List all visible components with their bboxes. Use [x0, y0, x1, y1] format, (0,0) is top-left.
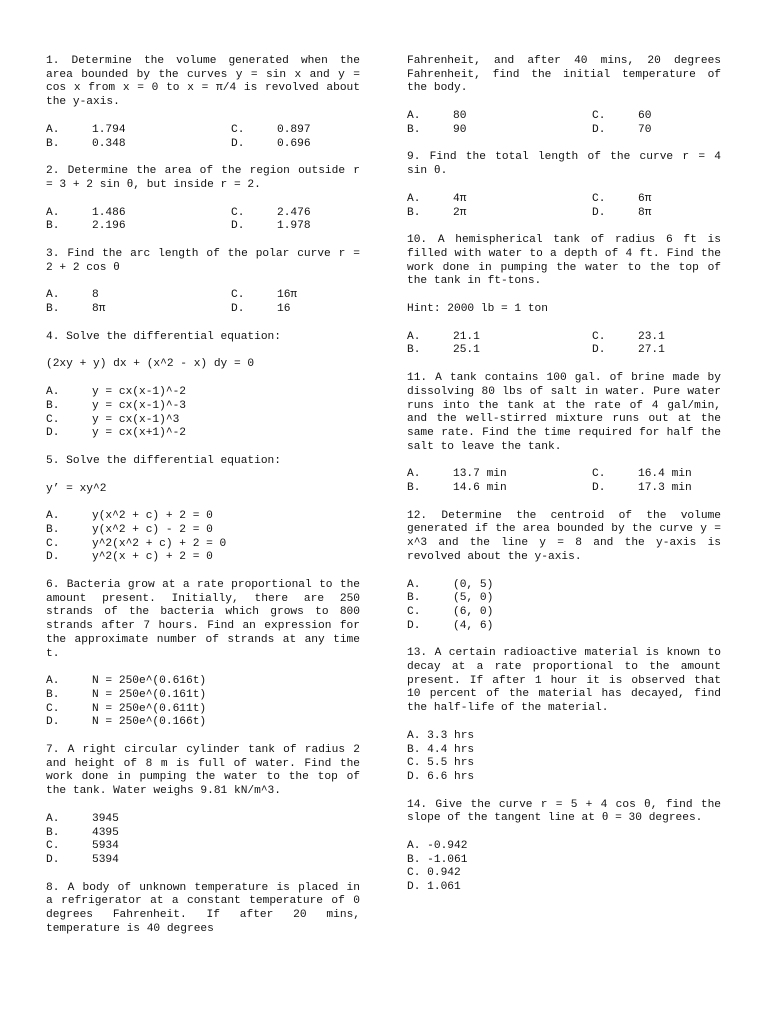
question-text: 12. Determine the centroid of the volume generated if the area bounded by the curve y = x^3 and the line y = 8 and the y-axis is revolved about the y-axis. — [407, 509, 721, 563]
answer-options — [407, 579, 721, 634]
answer-option — [46, 813, 360, 827]
question-block — [407, 799, 721, 895]
answer-option — [231, 220, 361, 234]
option-letter: B. — [46, 688, 60, 701]
answer-option — [46, 716, 360, 730]
question-block — [407, 510, 721, 634]
option-value: 2π — [453, 206, 467, 219]
question-block — [46, 55, 360, 151]
option-letter: C. — [592, 330, 606, 343]
answer-option — [46, 207, 231, 221]
option-letter: D. — [46, 551, 60, 564]
option-letter: C. — [592, 468, 606, 481]
question-equation: Hint: 2000 lb = 1 ton — [407, 303, 548, 316]
option-value: y(x^2 + c) - 2 = 0 — [92, 524, 213, 536]
answer-option — [46, 538, 360, 552]
option-value: 8π — [638, 206, 652, 219]
question-block — [46, 248, 360, 317]
option-letter: A. — [407, 468, 421, 481]
answer-options — [407, 468, 721, 495]
answer-option — [592, 193, 722, 207]
question-equation: y’ = xy^2 — [46, 482, 107, 495]
option-value: 4395 — [92, 826, 119, 839]
option-value: 16 — [277, 303, 291, 316]
option-letter: D. — [592, 344, 606, 357]
answer-option — [592, 110, 722, 124]
answer-option: B. 4.4 hrs — [407, 743, 475, 756]
option-letter: D. — [231, 303, 245, 316]
option-letter: A. — [46, 675, 60, 688]
answer-option — [46, 427, 360, 441]
answer-option — [46, 289, 231, 303]
option-letter: C. — [407, 605, 421, 618]
option-letter: A. — [407, 110, 421, 123]
question-text: 6. Bacteria grow at a rate proportional to the amount present. Initially, there are 250 strands of the bacteria which grows to 800 strands after 7 hours. Find an expression for the approximate number of strands at any time t. — [46, 579, 360, 660]
option-value: N = 250e^(0.161t) — [92, 688, 207, 701]
answer-option — [592, 207, 722, 221]
option-value: 8π — [92, 303, 106, 316]
option-letter: A. — [46, 386, 60, 399]
option-letter: D. — [592, 482, 606, 495]
answer-option: C. 0.942 — [407, 867, 461, 880]
option-value: 90 — [453, 123, 467, 136]
option-letter: A. — [46, 510, 60, 523]
option-value: (5, 0) — [453, 592, 494, 605]
answer-option — [231, 138, 361, 152]
option-letter: A. — [407, 330, 421, 343]
answer-option — [592, 468, 722, 482]
answer-option — [407, 331, 592, 345]
answer-option — [592, 124, 722, 138]
right-column — [407, 55, 721, 909]
option-value: 21.1 — [453, 330, 480, 343]
question-block — [407, 151, 721, 220]
option-letter: B. — [46, 220, 60, 233]
option-letter: D. — [231, 220, 245, 233]
question-text: 10. A hemispherical tank of radius 6 ft is filled with water to a depth of 4 ft. Find the work done in pumping the water to the top of the tank in ft-tons. — [407, 234, 721, 288]
answer-option: A. 3.3 hrs — [407, 729, 475, 742]
option-letter: B. — [46, 303, 60, 316]
answer-option — [407, 468, 592, 482]
option-letter: C. — [231, 289, 245, 302]
question-text: 11. A tank contains 100 gal. of brine made by dissolving 80 lbs of salt in water. Pure water runs into the tank at the rate of 4 gal/min, and the well-stirred mixture runs out at the same rate. Find the time required for half the salt to leave the tank. — [407, 372, 721, 453]
left-column — [46, 55, 360, 950]
option-letter: B. — [46, 826, 60, 839]
question-block — [46, 744, 360, 868]
option-value: 60 — [638, 110, 652, 123]
question-text: Fahrenheit, and after 40 mins, 20 degrees Fahrenheit, find the initial temperature of the body. — [407, 55, 721, 95]
option-value: y = cx(x-1)^-2 — [92, 386, 186, 399]
option-letter: C. — [46, 840, 60, 853]
option-letter: A. — [46, 123, 60, 136]
option-value: 1.486 — [92, 206, 126, 219]
answer-option: B. -1.061 — [407, 853, 468, 866]
answer-option — [46, 510, 360, 524]
answer-option — [46, 675, 360, 689]
option-letter: B. — [407, 482, 421, 495]
question-text: 2. Determine the area of the region outside r = 3 + 2 sin θ, but inside r = 2. — [46, 165, 360, 191]
option-letter: A. — [46, 289, 60, 302]
question-block — [46, 331, 360, 441]
answer-option — [231, 289, 361, 303]
option-letter: C. — [46, 537, 60, 550]
option-letter: A. — [46, 812, 60, 825]
option-value: (4, 6) — [453, 619, 494, 632]
option-letter: C. — [592, 192, 606, 205]
option-letter: B. — [407, 592, 421, 605]
answer-option — [46, 220, 231, 234]
option-letter: C. — [592, 110, 606, 123]
option-value: y = cx(x+1)^-2 — [92, 427, 186, 440]
answer-option — [46, 827, 360, 841]
question-text: 7. A right circular cylinder tank of radius 2 and height of 8 m is full of water. Find the work done in pumping the water to the top of the tank. Water weighs 9.81 kN/m^3. — [46, 744, 360, 798]
answer-option — [407, 579, 721, 593]
answer-option — [407, 592, 721, 606]
answer-option — [407, 110, 592, 124]
question-text: 5. Solve the differential equation: — [46, 454, 281, 467]
option-value: y = cx(x-1)^3 — [92, 413, 180, 426]
question-block — [407, 55, 721, 137]
answer-options — [407, 840, 721, 895]
option-value: (0, 5) — [453, 578, 494, 591]
option-value: N = 250e^(0.611t) — [92, 702, 207, 715]
answer-options — [407, 193, 721, 220]
answer-option — [46, 854, 360, 868]
option-letter: A. — [46, 206, 60, 219]
answer-option — [407, 124, 592, 138]
option-value: 16π — [277, 289, 298, 302]
answer-option — [46, 303, 231, 317]
option-letter: B. — [407, 123, 421, 136]
answer-option — [231, 124, 361, 138]
option-letter: A. — [407, 192, 421, 205]
option-letter: D. — [592, 206, 606, 219]
option-letter: C. — [46, 413, 60, 426]
answer-option — [407, 606, 721, 620]
option-letter: B. — [46, 137, 60, 150]
question-block — [407, 234, 721, 358]
option-value: y(x^2 + c) + 2 = 0 — [92, 510, 213, 523]
answer-option — [407, 620, 721, 634]
answer-option — [46, 138, 231, 152]
option-value: (6, 0) — [453, 605, 494, 618]
option-letter: C. — [46, 702, 60, 715]
answer-options — [46, 813, 360, 868]
question-block — [46, 579, 360, 730]
answer-options — [46, 510, 360, 565]
option-letter: B. — [407, 344, 421, 357]
answer-option — [46, 524, 360, 538]
option-value: y^2(x^2 + c) + 2 = 0 — [92, 537, 227, 550]
answer-option — [46, 551, 360, 565]
answer-option — [46, 386, 360, 400]
option-value: 13.7 min — [453, 468, 507, 481]
option-value: 14.6 min — [453, 482, 507, 495]
answer-option — [592, 344, 722, 358]
option-value: 6π — [638, 192, 652, 205]
question-block — [407, 647, 721, 784]
question-text: 1. Determine the volume generated when the area bounded by the curves y = sin x and y = cos x from x = 0 to x = π/4 is revolved about the y-axis. — [46, 55, 360, 109]
option-value: 5934 — [92, 840, 119, 853]
question-text: 8. A body of unknown temperature is placed in a refrigerator at a constant temperature of 0 degrees Fahrenheit. If after 20 mins, temperature is 40 degrees — [46, 881, 360, 935]
option-value: N = 250e^(0.616t) — [92, 675, 207, 688]
option-value: 3945 — [92, 812, 119, 825]
option-value: 5394 — [92, 853, 119, 866]
question-block — [407, 372, 721, 496]
option-value: y^2(x + c) + 2 = 0 — [92, 551, 213, 564]
answer-options — [407, 730, 721, 785]
option-value: 1.978 — [277, 220, 311, 233]
option-value: 8 — [92, 289, 99, 302]
answer-options — [46, 289, 360, 316]
answer-options — [46, 207, 360, 234]
option-value: 1.794 — [92, 123, 126, 136]
option-letter: B. — [46, 524, 60, 536]
answer-option — [231, 303, 361, 317]
answer-options — [46, 386, 360, 441]
answer-option — [407, 207, 592, 221]
option-value: 0.897 — [277, 123, 311, 136]
option-value: 27.1 — [638, 344, 665, 357]
option-letter: B. — [407, 206, 421, 219]
answer-option — [46, 124, 231, 138]
option-letter: D. — [407, 619, 421, 632]
option-value: 2.476 — [277, 206, 311, 219]
option-value: 0.348 — [92, 137, 126, 150]
option-value: y = cx(x-1)^-3 — [92, 399, 186, 412]
option-letter: C. — [231, 123, 245, 136]
answer-option — [46, 840, 360, 854]
option-letter: D. — [231, 137, 245, 150]
option-value: 0.696 — [277, 137, 311, 150]
answer-option — [592, 482, 722, 496]
question-text: 4. Solve the differential equation: — [46, 330, 281, 343]
answer-options — [407, 331, 721, 358]
answer-options — [407, 110, 721, 137]
question-text: 3. Find the arc length of the polar curve r = 2 + 2 cos θ — [46, 247, 360, 274]
option-value: 80 — [453, 110, 467, 123]
answer-option — [46, 414, 360, 428]
answer-option — [592, 331, 722, 345]
option-value: 17.3 min — [638, 482, 692, 495]
answer-option — [407, 482, 592, 496]
answer-option — [407, 344, 592, 358]
question-block — [46, 882, 360, 937]
option-value: 16.4 min — [638, 468, 692, 481]
option-letter: D. — [46, 716, 60, 729]
answer-option — [46, 400, 360, 414]
option-value: N = 250e^(0.166t) — [92, 716, 207, 729]
answer-option: D. 1.061 — [407, 881, 461, 894]
option-letter: D. — [592, 123, 606, 136]
answer-options — [46, 675, 360, 730]
option-letter: C. — [231, 206, 245, 219]
question-text: 13. A certain radioactive material is known to decay at a rate proportional to the amount present. If after 1 hour it is observed that 10 percent of the material has decayed, find the half-life of the material. — [407, 647, 721, 715]
question-block — [46, 165, 360, 234]
option-letter: A. — [407, 578, 421, 591]
question-equation: (2xy + y) dx + (x^2 - x) dy = 0 — [46, 358, 255, 371]
answer-option — [407, 193, 592, 207]
answer-option — [46, 703, 360, 717]
answer-option: A. -0.942 — [407, 839, 468, 852]
answer-option: D. 6.6 hrs — [407, 770, 475, 783]
option-value: 25.1 — [453, 344, 480, 357]
option-value: 4π — [453, 192, 467, 205]
answer-option — [46, 689, 360, 703]
option-value: 2.196 — [92, 220, 126, 233]
question-text: 14. Give the curve r = 5 + 4 cos θ, find the slope of the tangent line at θ = 30 degrees. — [407, 798, 721, 825]
option-letter: D. — [46, 427, 60, 440]
answer-option: C. 5.5 hrs — [407, 757, 475, 770]
answer-options — [46, 124, 360, 151]
option-value: 23.1 — [638, 330, 665, 343]
answer-option — [231, 207, 361, 221]
question-text: 9. Find the total length of the curve r = 4 sin θ. — [407, 151, 721, 178]
option-value: 70 — [638, 123, 652, 136]
question-block — [46, 455, 360, 565]
option-letter: D. — [46, 853, 60, 866]
option-letter: B. — [46, 399, 60, 412]
